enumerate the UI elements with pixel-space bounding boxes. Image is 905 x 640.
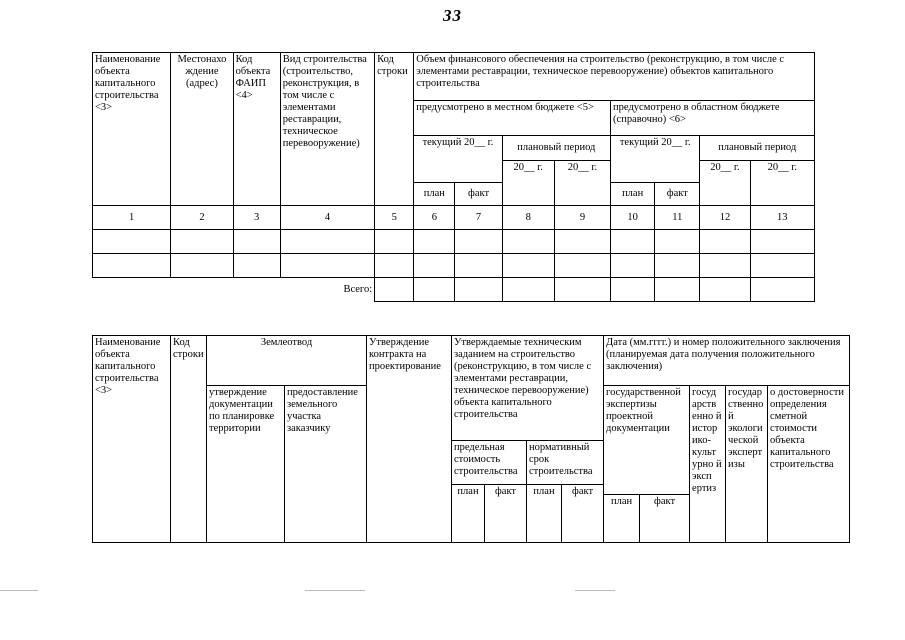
data-cell — [655, 254, 700, 278]
header-object-name: Наименование объекта капитального строительства <3> — [93, 53, 171, 206]
data-cell — [233, 230, 280, 254]
header-regional-budget: предусмотрено в областном бюджете (справочно) <6> — [611, 101, 815, 136]
data-cell — [700, 278, 750, 302]
data-cell — [655, 230, 700, 254]
data-cell — [750, 254, 814, 278]
header-faip-code: Код объекта ФАИП <4> — [233, 53, 280, 206]
data-cell — [611, 254, 655, 278]
table-row — [93, 254, 815, 278]
header-historical-expertise: госуд арств енно й истор ико-культ урно й эксп ертиз — [690, 386, 726, 543]
header-fact-cost: факт — [485, 485, 527, 543]
data-cell — [502, 230, 554, 254]
data-cell — [375, 254, 414, 278]
header-planned-period-regional: плановый период — [700, 136, 815, 161]
header-positive-conclusion: Дата (мм.гггг.) и номер положительного заключения (планируемая дата получения положительного заключения) — [604, 336, 850, 386]
data-cell — [171, 254, 233, 278]
data-cell — [502, 254, 554, 278]
data-cell — [611, 278, 655, 302]
header-max-cost: предельная стоимость строительства — [452, 441, 527, 485]
header-fact-regional: факт — [655, 183, 700, 206]
header-contract-approval: Утверждение контракта на проектирование — [367, 336, 452, 543]
header-financing: Объем финансового обеспечения на строительство (реконструкцию, в том числе с элементами реставрации, техническое перевооружение) объектов капитального строительства — [414, 53, 815, 101]
header-current-year-local: текущий 20__ г. — [414, 136, 502, 183]
header-year-b-regional: 20__ г. — [750, 161, 814, 206]
header-year-a-local: 20__ г. — [502, 161, 554, 206]
data-cell — [750, 278, 814, 302]
scan-artifacts — [0, 590, 905, 600]
column-number: 6 — [414, 206, 455, 230]
header-ecological-expertise: государ ственно й экологи ческой эксперт изы — [726, 386, 768, 543]
header-planned-period-local: плановый период — [502, 136, 610, 161]
header-local-budget: предусмотрено в местном бюджете <5> — [414, 101, 611, 136]
column-number: 8 — [502, 206, 554, 230]
total-label: Всего: — [343, 283, 373, 295]
column-number: 5 — [375, 206, 414, 230]
total-row — [93, 278, 815, 302]
header-land-allocation: Землеотвод — [207, 336, 367, 386]
data-cell — [455, 278, 502, 302]
header-fact-term: факт — [562, 485, 604, 543]
data-cell — [280, 254, 374, 278]
data-cell — [375, 230, 414, 254]
header-location: Местонахо ждение (адрес) — [171, 53, 233, 206]
column-number: 9 — [554, 206, 610, 230]
header-plan-cost: план — [452, 485, 485, 543]
header-construction-type: Вид строительства (строительство, реконструкция, в том числе с элементами реставрации, техническое перевооружение) — [280, 53, 374, 206]
approval-table — [92, 335, 850, 543]
scan-speck — [575, 590, 615, 591]
header-normative-term: нормативный срок строительства — [527, 441, 604, 485]
data-cell — [455, 230, 502, 254]
data-cell — [414, 278, 455, 302]
column-number: 3 — [233, 206, 280, 230]
data-cell — [750, 230, 814, 254]
data-cell — [414, 254, 455, 278]
data-cell — [502, 278, 554, 302]
data-cell — [554, 254, 610, 278]
header-year-a-regional: 20__ г. — [700, 161, 750, 206]
data-cell — [554, 230, 610, 254]
header-state-expertise: государственной экспертизы проектной документации — [604, 386, 690, 495]
data-cell — [375, 278, 414, 302]
data-cell — [700, 230, 750, 254]
header-estimate-reliability: о достоверности определения сметной стоимости объекта капитального строительства — [768, 386, 850, 543]
column-number: 2 — [171, 206, 233, 230]
header-land-provision: предоставление земельного участка заказчику — [285, 386, 367, 543]
scan-speck — [0, 590, 38, 591]
header-plan-state: план — [604, 495, 640, 543]
header-plan-term: план — [527, 485, 562, 543]
page-number: 33 — [443, 6, 462, 25]
column-number: 12 — [700, 206, 750, 230]
data-cell — [700, 254, 750, 278]
column-number: 7 — [455, 206, 502, 230]
column-number: 1 — [93, 206, 171, 230]
header-technical-task: Утверждаемые техническим заданием на строительство (реконструкцию, в том числе с элементами реставрации, техническое перевооружение) объекта капитального строительства — [452, 336, 604, 441]
table-row — [93, 230, 815, 254]
header-fact-local: факт — [455, 183, 502, 206]
data-cell — [414, 230, 455, 254]
data-cell — [233, 254, 280, 278]
scan-speck — [305, 590, 365, 591]
data-cell — [554, 278, 610, 302]
column-number: 4 — [280, 206, 374, 230]
data-cell — [93, 230, 171, 254]
data-cell — [455, 254, 502, 278]
column-number: 10 — [611, 206, 655, 230]
header-plan-regional: план — [611, 183, 655, 206]
data-cell — [611, 230, 655, 254]
financing-table — [92, 52, 815, 302]
header-object-name: Наименование объекта капитального строительства <3> — [93, 336, 171, 543]
data-cell — [280, 230, 374, 254]
column-number: 13 — [750, 206, 814, 230]
data-cell — [93, 254, 171, 278]
data-cell — [171, 230, 233, 254]
header-year-b-local: 20__ г. — [554, 161, 610, 206]
header-planning-documentation: утверждение документации по планировке территории — [207, 386, 285, 543]
header-plan-local: план — [414, 183, 455, 206]
header-row-code: Код строки — [375, 53, 414, 206]
header-current-year-regional: текущий 20__ г. — [611, 136, 700, 183]
column-number: 11 — [655, 206, 700, 230]
data-cell — [655, 278, 700, 302]
header-row-code: Код строки — [171, 336, 207, 543]
header-fact-state: факт — [640, 495, 690, 543]
